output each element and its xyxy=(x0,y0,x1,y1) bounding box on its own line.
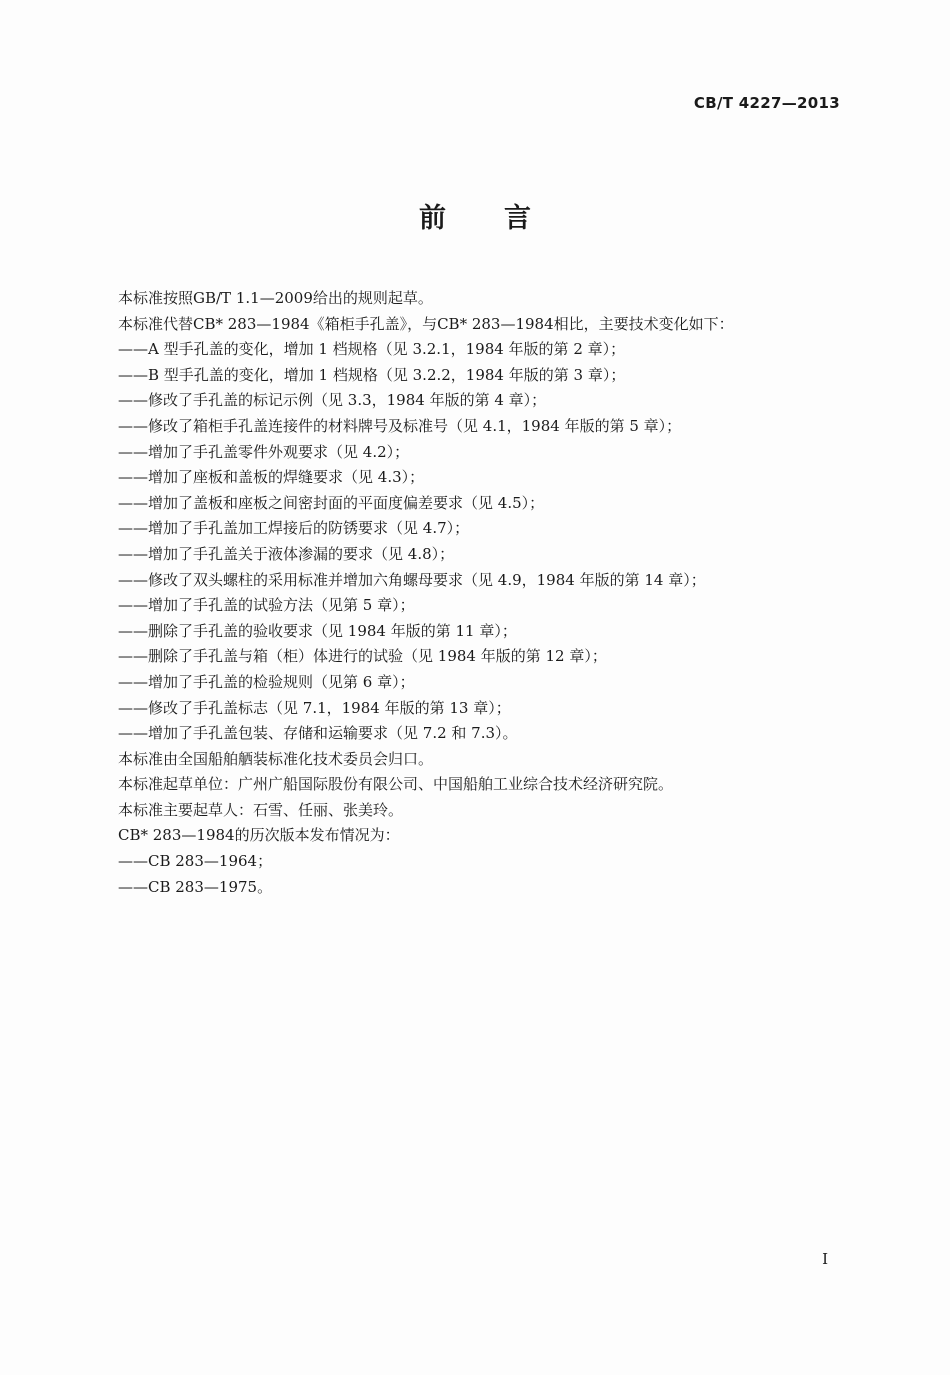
body-line: 本标准起草单位：广州广船国际股份有限公司、中国船舶工业综合技术经济研究院。 xyxy=(118,775,674,794)
change-item: ——增加了盖板和座板之间密封面的平面度偏差要求（见 4.5）； xyxy=(118,493,545,512)
body-line: CB* 283—1984的历次版本发布情况为： xyxy=(118,826,400,845)
change-item: ——修改了手孔盖的标记示例（见 3.3，1984 年版的第 4 章）； xyxy=(118,391,547,410)
title-char-1: 前 xyxy=(419,203,446,234)
change-item: ——增加了手孔盖的检验规则（见第 6 章）； xyxy=(118,672,415,691)
change-item: ——增加了手孔盖零件外观要求（见 4.2）； xyxy=(118,442,410,461)
change-item: ——修改了箱柜手孔盖连接件的材料牌号及标准号（见 4.1，1984 年版的第 5 章）； xyxy=(118,416,682,435)
foreword-body xyxy=(118,286,838,900)
change-item: ——修改了双头螺柱的采用标准并增加六角螺母要求（见 4.9，1984 年版的第 14 章）； xyxy=(118,570,706,589)
page-number: I xyxy=(822,1250,828,1268)
change-item: ——增加了手孔盖的试验方法（见第 5 章）； xyxy=(118,596,415,615)
history-item: ——CB 283—1975。 xyxy=(118,877,273,896)
change-item: ——B 型手孔盖的变化，增加 1 档规格（见 3.2.2，1984 年版的第 3 章）； xyxy=(118,365,626,384)
body-line: 本标准代替CB* 283—1984《箱柜手孔盖》，与CB* 283—1984相比，主要技术变化如下： xyxy=(118,314,734,333)
change-item: ——删除了手孔盖的验收要求（见 1984 年版的第 11 章）； xyxy=(118,621,517,640)
change-item: ——增加了座板和盖板的焊缝要求（见 4.3）； xyxy=(118,468,425,487)
change-item: ——删除了手孔盖与箱（柜）体进行的试验（见 1984 年版的第 12 章）； xyxy=(118,647,607,666)
change-item: ——修改了手孔盖标志（见 7.1，1984 年版的第 13 章）； xyxy=(118,698,511,717)
body-line: 本标准主要起草人：石雪、任丽、张美玲。 xyxy=(118,800,404,819)
body-line: 本标准由全国船舶舾装标准化技术委员会归口。 xyxy=(118,749,434,768)
standard-code: CB/T 4227—2013 xyxy=(693,94,840,112)
change-item: ——增加了手孔盖加工焊接后的防锈要求（见 4.7）； xyxy=(118,519,470,538)
change-item: ——A 型手孔盖的变化，增加 1 档规格（见 3.2.1，1984 年版的第 2 章）； xyxy=(118,340,626,359)
change-item: ——增加了手孔盖包装、存储和运输要求（见 7.2 和 7.3）。 xyxy=(118,724,518,743)
body-line: 本标准按照GB/T 1.1—2009给出的规则起草。 xyxy=(118,289,433,307)
title-char-2: 言 xyxy=(504,203,531,234)
change-item: ——增加了手孔盖关于液体渗漏的要求（见 4.8）； xyxy=(118,544,455,563)
history-item: ——CB 283—1964； xyxy=(118,852,273,871)
page-title xyxy=(0,196,950,235)
